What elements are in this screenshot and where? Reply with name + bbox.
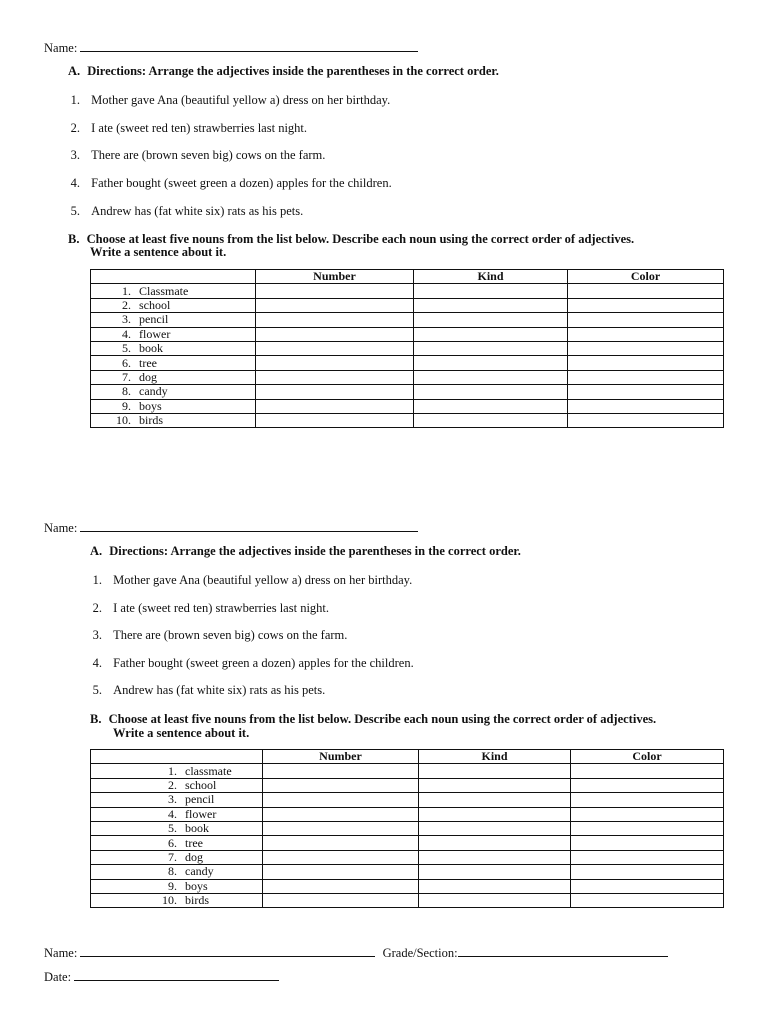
table-row: [91, 413, 724, 427]
noun-cell: 6. tree: [91, 836, 263, 850]
ws2-section-a-heading: [90, 544, 521, 559]
number-cell[interactable]: [263, 764, 419, 778]
ws1-header-color: Color: [568, 270, 724, 284]
noun-cell: 4. flower: [91, 807, 263, 821]
table-row: [91, 836, 724, 850]
ws1-item: [68, 148, 325, 163]
footer-name-blank[interactable]: [80, 944, 375, 957]
kind-cell[interactable]: [419, 778, 571, 792]
color-cell[interactable]: [568, 370, 724, 384]
kind-cell[interactable]: [414, 370, 568, 384]
ws1-name-label: Name:: [44, 41, 78, 55]
ws2-section-b-heading: [90, 712, 656, 727]
ws2-item-num: 3.: [92, 628, 102, 642]
table-row: [91, 327, 724, 341]
noun-cell: 8. candy: [91, 385, 256, 399]
table-row: [91, 879, 724, 893]
ws2-item: [90, 628, 347, 643]
noun-cell: 5. book: [91, 341, 256, 355]
table-row: [91, 778, 724, 792]
kind-cell[interactable]: [414, 413, 568, 427]
table-row: [91, 356, 724, 370]
ws1-section-a-heading: [68, 64, 499, 79]
ws1-header-number: Number: [256, 270, 414, 284]
color-cell[interactable]: [568, 413, 724, 427]
ws2-item-text: There are (brown seven big) cows on the farm.: [113, 628, 348, 642]
noun-cell: 7. dog: [91, 370, 256, 384]
footer-date-row: [44, 968, 279, 985]
table-row: [91, 807, 724, 821]
number-cell[interactable]: [256, 298, 414, 312]
number-cell[interactable]: [263, 793, 419, 807]
ws1-item: [68, 121, 307, 136]
footer-grade-label: Grade/Section:: [382, 946, 458, 960]
noun-cell: 3. pencil: [91, 313, 256, 327]
noun-cell: 10. birds: [91, 893, 263, 907]
ws1-header-kind: Kind: [414, 270, 568, 284]
ws1-noun-table: [90, 269, 724, 428]
number-cell[interactable]: [263, 865, 419, 879]
ws1-item: [68, 204, 303, 219]
ws2-item-num: 4.: [92, 656, 102, 670]
ws2-item-text: Mother gave Ana (beautiful yellow a) dress on her birthday.: [113, 573, 413, 587]
noun-cell: 6. tree: [91, 356, 256, 370]
ws2-item-num: 2.: [92, 601, 102, 615]
table-row: [91, 821, 724, 835]
table-row: [91, 793, 724, 807]
color-cell[interactable]: [571, 764, 724, 778]
ws1-item-text: Father bought (sweet green a dozen) apples for the children.: [91, 176, 392, 190]
color-cell[interactable]: [571, 793, 724, 807]
ws2-item-num: 5.: [92, 683, 102, 697]
kind-cell[interactable]: [414, 313, 568, 327]
kind-cell[interactable]: [419, 793, 571, 807]
number-cell[interactable]: [263, 836, 419, 850]
kind-cell[interactable]: [419, 865, 571, 879]
table-row: [91, 399, 724, 413]
ws2-item-text: I ate (sweet red ten) strawberries last night.: [113, 601, 330, 615]
ws2-section-a-letter: A.: [90, 544, 103, 558]
kind-cell[interactable]: [414, 385, 568, 399]
kind-cell[interactable]: [414, 341, 568, 355]
ws1-section-b-line1: Choose at least five nouns from the list below. Describe each noun using the correct order of adjectives.: [86, 232, 635, 246]
number-cell[interactable]: [256, 413, 414, 427]
color-cell[interactable]: [571, 778, 724, 792]
color-cell[interactable]: [568, 313, 724, 327]
ws1-item: [68, 176, 392, 191]
ws2-item-text: Andrew has (fat white six) rats as his pets.: [113, 683, 326, 697]
noun-cell: 4. flower: [91, 327, 256, 341]
ws2-name-row: [44, 519, 418, 536]
color-cell[interactable]: [568, 356, 724, 370]
ws2-name-label: Name:: [44, 521, 78, 535]
ws2-item: [90, 601, 329, 616]
ws1-item-num: 1.: [70, 93, 80, 107]
ws1-name-blank[interactable]: [80, 39, 418, 52]
noun-cell: 2. school: [91, 778, 263, 792]
ws2-header-blank: [91, 750, 263, 764]
table-row: [91, 313, 724, 327]
color-cell[interactable]: [571, 893, 724, 907]
color-cell[interactable]: [571, 865, 724, 879]
number-cell[interactable]: [256, 284, 414, 298]
noun-cell: 9. boys: [91, 399, 256, 413]
number-cell[interactable]: [256, 370, 414, 384]
color-cell[interactable]: [568, 298, 724, 312]
footer-grade-blank[interactable]: [458, 944, 668, 957]
noun-cell: 2. school: [91, 298, 256, 312]
ws2-section-b-letter: B.: [90, 712, 102, 726]
kind-cell[interactable]: [414, 399, 568, 413]
ws1-item-text: There are (brown seven big) cows on the farm.: [91, 148, 326, 162]
kind-cell[interactable]: [414, 327, 568, 341]
color-cell[interactable]: [568, 399, 724, 413]
kind-cell[interactable]: [419, 821, 571, 835]
ws2-section-b-line1: Choose at least five nouns from the list below. Describe each noun using the correct order of adjectives.: [108, 712, 657, 726]
noun-cell: 1. Classmate: [91, 284, 256, 298]
table-row: [91, 850, 724, 864]
noun-cell: 10. birds: [91, 413, 256, 427]
table-row: [91, 298, 724, 312]
ws2-item: [90, 683, 325, 698]
kind-cell[interactable]: [414, 298, 568, 312]
color-cell[interactable]: [571, 807, 724, 821]
footer-date-label: Date:: [44, 970, 72, 984]
color-cell[interactable]: [571, 879, 724, 893]
kind-cell[interactable]: [419, 807, 571, 821]
ws2-item-text: Father bought (sweet green a dozen) apples for the children.: [113, 656, 414, 670]
table-row: [91, 764, 724, 778]
ws2-section-b-line2: Write a sentence about it.: [113, 726, 250, 740]
table-row: [91, 341, 724, 355]
kind-cell[interactable]: [419, 893, 571, 907]
ws2-item-num: 1.: [92, 573, 102, 587]
number-cell[interactable]: [256, 313, 414, 327]
ws2-noun-table: [90, 749, 724, 908]
noun-cell: 3. pencil: [91, 793, 263, 807]
table-row: [91, 284, 724, 298]
ws2-header-kind: Kind: [419, 750, 571, 764]
ws2-header-color: Color: [571, 750, 724, 764]
ws1-item: [68, 93, 390, 108]
number-cell[interactable]: [263, 821, 419, 835]
ws1-section-b-letter: B.: [68, 232, 80, 246]
number-cell[interactable]: [256, 385, 414, 399]
table-row: [91, 865, 724, 879]
table-row: [91, 385, 724, 399]
ws1-item-text: I ate (sweet red ten) strawberries last night.: [91, 121, 308, 135]
color-cell[interactable]: [568, 385, 724, 399]
kind-cell[interactable]: [414, 356, 568, 370]
footer-date-blank[interactable]: [74, 968, 279, 981]
noun-cell: 1. classmate: [91, 764, 263, 778]
number-cell[interactable]: [256, 341, 414, 355]
number-cell[interactable]: [256, 356, 414, 370]
ws1-table-header-row: [91, 270, 724, 284]
kind-cell[interactable]: [414, 284, 568, 298]
color-cell[interactable]: [568, 341, 724, 355]
footer-name-row: [44, 944, 668, 961]
number-cell[interactable]: [263, 850, 419, 864]
noun-cell: 7. dog: [91, 850, 263, 864]
ws1-section-b-line2: Write a sentence about it.: [90, 245, 227, 259]
number-cell[interactable]: [263, 879, 419, 893]
color-cell[interactable]: [571, 821, 724, 835]
number-cell[interactable]: [256, 399, 414, 413]
color-cell[interactable]: [568, 327, 724, 341]
ws1-section-a-letter: A.: [68, 64, 81, 78]
color-cell[interactable]: [571, 836, 724, 850]
table-row: [91, 893, 724, 907]
color-cell[interactable]: [568, 284, 724, 298]
footer-name-label: Name:: [44, 946, 78, 960]
color-cell[interactable]: [571, 850, 724, 864]
ws1-item-num: 4.: [70, 176, 80, 190]
ws1-name-row: [44, 39, 418, 56]
number-cell[interactable]: [256, 327, 414, 341]
number-cell[interactable]: [263, 893, 419, 907]
number-cell[interactable]: [263, 778, 419, 792]
noun-cell: 8. candy: [91, 865, 263, 879]
ws1-item-text: Mother gave Ana (beautiful yellow a) dress on her birthday.: [91, 93, 391, 107]
kind-cell[interactable]: [419, 879, 571, 893]
kind-cell[interactable]: [419, 764, 571, 778]
ws1-header-blank: [91, 270, 256, 284]
kind-cell[interactable]: [419, 850, 571, 864]
ws1-item-num: 5.: [70, 204, 80, 218]
ws1-section-a-directions: Directions: Arrange the adjectives inside the parentheses in the correct order.: [87, 64, 499, 78]
ws1-item-num: 2.: [70, 121, 80, 135]
kind-cell[interactable]: [419, 836, 571, 850]
table-row: [91, 370, 724, 384]
noun-cell: 5. book: [91, 821, 263, 835]
ws2-name-blank[interactable]: [80, 519, 418, 532]
number-cell[interactable]: [263, 807, 419, 821]
ws2-item: [90, 573, 412, 588]
ws1-item-num: 3.: [70, 148, 80, 162]
ws2-section-a-directions: Directions: Arrange the adjectives inside the parentheses in the correct order.: [109, 544, 521, 558]
noun-cell: 9. boys: [91, 879, 263, 893]
ws2-header-number: Number: [263, 750, 419, 764]
ws1-item-text: Andrew has (fat white six) rats as his pets.: [91, 204, 304, 218]
ws2-table-header-row: [91, 750, 724, 764]
ws2-item: [90, 656, 414, 671]
